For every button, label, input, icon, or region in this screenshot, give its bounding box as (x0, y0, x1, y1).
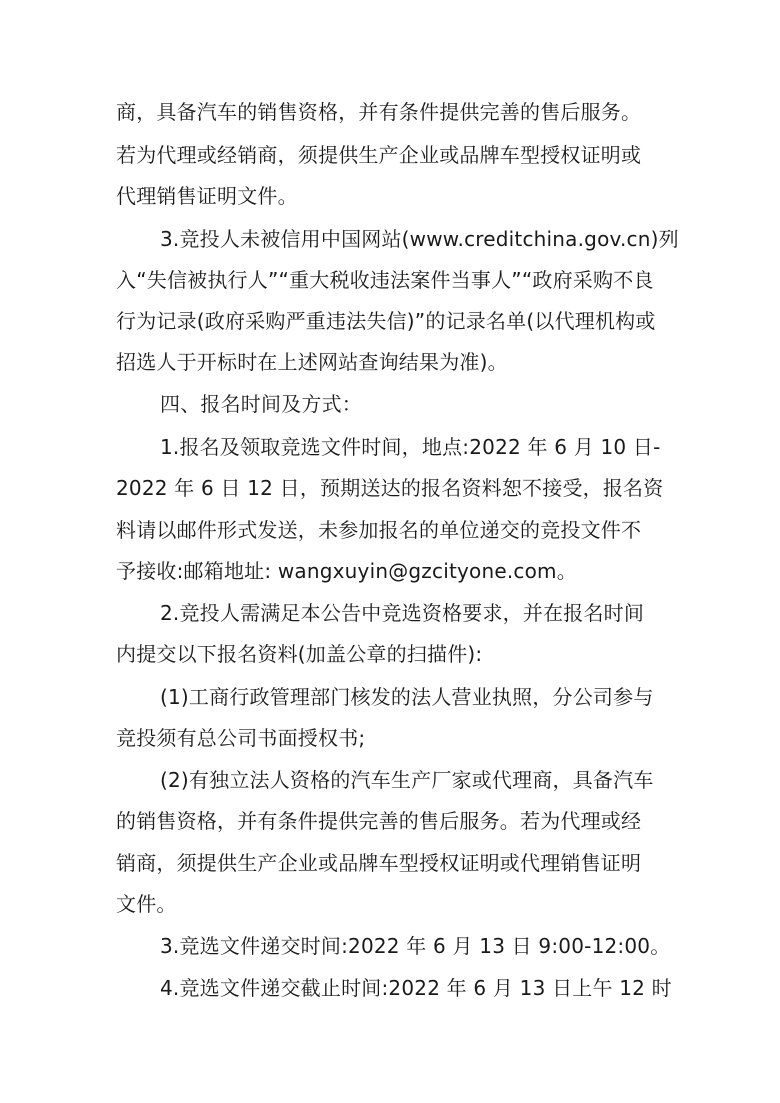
text-line: 招选人于开标时在上述网站查询结果为准)。 (116, 350, 508, 374)
text-line: 文件。 (116, 892, 177, 916)
text-line: 代理销售证明文件。 (116, 184, 298, 208)
text-line: 2022 年 6 日 12 日，预期送达的报名资料恕不接受，报名资 (116, 476, 664, 500)
text-line: 销商，须提供生产企业或品牌车型授权证明或代理销售证明 (116, 851, 642, 875)
text-line: 4.竞选文件递交截止时间:2022 年 6 月 13 日上午 12 时 (160, 976, 672, 1000)
text-line: 的销售资格，并有条件提供完善的售后服务。若为代理或经 (116, 809, 642, 833)
text-line: 料请以邮件形式发送，未参加报名的单位递交的竞投文件不 (116, 518, 642, 542)
text-line: 行为记录(政府采购严重违法失信)”的记录名单(以代理机构或 (116, 309, 656, 333)
text-line: 3.竞选文件递交时间:2022 年 6 月 13 日 9:00-12:00。 (160, 934, 671, 958)
text-line: 3.竞投人未被信用中国网站(www.creditchina.gov.cn)列 (160, 227, 679, 251)
text-line: 2.竞投人需满足本公告中竞选资格要求，并在报名时间 (160, 601, 645, 625)
text-line: 竞投须有总公司书面授权书; (116, 726, 366, 750)
text-line: (1)工商行政管理部门核发的法人营业执照，分公司参与 (160, 685, 654, 709)
text-line: 若为代理或经销商，须提供生产企业或品牌车型授权证明或 (116, 143, 642, 167)
text-line: 入“失信被执行人”“重大税收违法案件当事人”“政府采购不良 (116, 268, 654, 292)
text-line: 内提交以下报名资料(加盖公章的扫描件): (116, 642, 483, 666)
text-line: 1.报名及领取竞选文件时间，地点:2022 年 6 月 10 日- (160, 435, 661, 459)
section-heading: 四、报名时间及方式： (160, 392, 362, 416)
text-line: (2)有独立法人资格的汽车生产厂家或代理商，具备汽车 (160, 768, 654, 792)
text-line: 予接收:邮箱地址: wangxuyin@gzcityone.com。 (116, 559, 577, 583)
text-line: 商，具备汽车的销售资格，并有条件提供完善的售后服务。 (116, 100, 642, 124)
